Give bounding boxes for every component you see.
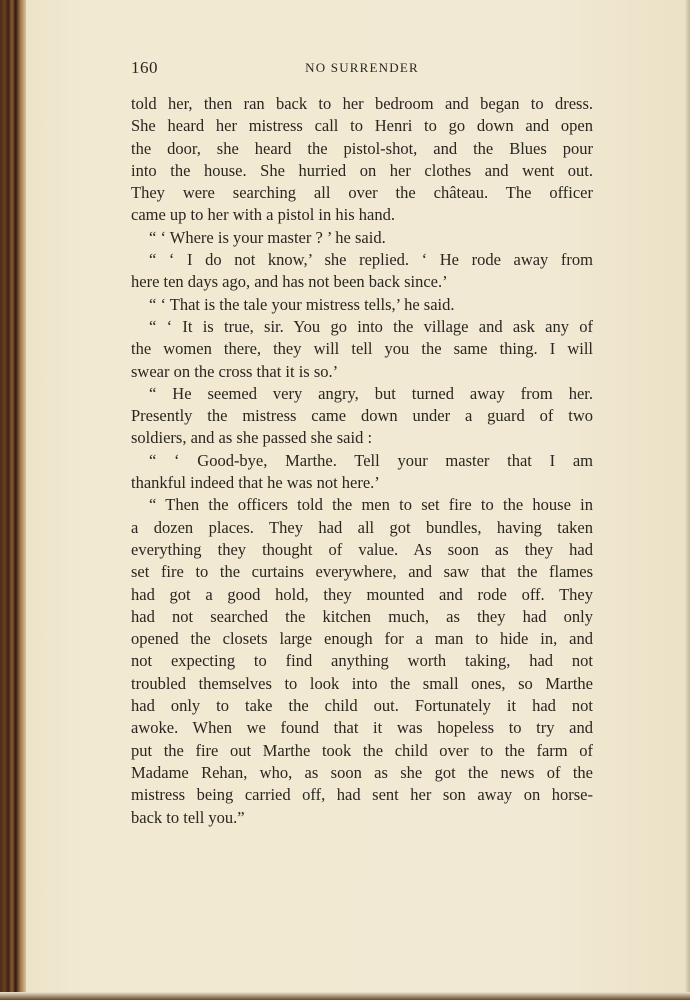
text-line: swear on the cross that it is so.’ [131, 361, 339, 381]
running-head: NO SURRENDER [305, 60, 419, 75]
text-line: mistress being carried off, had sent her son away on horse- [131, 785, 593, 805]
text-line: “ ‘ That is the tale your mistress tells,’ he said. [149, 294, 455, 314]
text-line: Madame Rehan, who, as soon as she got the news of the [131, 762, 593, 782]
text-line: soldiers, and as she passed she said : [131, 428, 373, 448]
text-line: She heard her mistress call to Henri to go down and open [131, 116, 593, 136]
text-line: “ ‘ It is true, sir. You go into the village and ask any of [149, 316, 593, 336]
text-line: Presently the mistress came down under a guard of two [131, 406, 593, 426]
text-line: into the house. She hurried on her clothes and went out. [131, 160, 593, 180]
text-line: the women there, they will tell you the same thing. I will [131, 339, 593, 359]
text-line: a dozen places. They had all got bundles, having taken [131, 517, 593, 537]
text-line: opened the closets large enough for a man to hide in, and [131, 629, 593, 649]
text-line: everything they thought of value. As soon as they had [131, 539, 593, 559]
text-line: the door, she heard the pistol-shot, and the Blues pour [131, 138, 593, 158]
text-line: came up to her with a pistol in his hand. [131, 205, 395, 225]
text-line: thankful indeed that he was not here.’ [131, 473, 380, 493]
text-line: had not searched the kitchen much, as they had only [131, 606, 593, 626]
body-text [131, 93, 593, 829]
text-line: They were searching all over the château. The officer [131, 183, 593, 203]
page-bottom-edge [0, 992, 690, 1000]
text-line: had got a good hold, they mounted and rode off. They [131, 584, 593, 604]
text-line: “ He seemed very angry, but turned away from her. [149, 383, 593, 403]
page-edge [684, 0, 690, 1000]
text-line: “ Then the officers told the men to set fire to the house in [149, 495, 593, 515]
text-line: troubled themselves to look into the small ones, so Marthe [131, 673, 593, 693]
text-line: set fire to the curtains everywhere, and saw that the flames [131, 562, 593, 582]
text-line: “ ‘ Good-bye, Marthe. Tell your master that I am [149, 450, 593, 470]
text-line: here ten days ago, and has not been back since.’ [131, 272, 448, 292]
text-line: told her, then ran back to her bedroom and began to dress. [131, 94, 593, 113]
page-number: 160 [131, 58, 158, 77]
text-line: back to tell you.” [131, 807, 245, 827]
book-spine [0, 0, 26, 1000]
text-line: not expecting to find anything worth taking, had not [131, 651, 593, 671]
text-line: “ ‘ I do not know,’ she replied. ‘ He rode away from [149, 250, 593, 270]
page-header [131, 58, 593, 80]
text-line: put the fire out Marthe took the child over to the farm of [131, 740, 593, 760]
text-line: awoke. When we found that it was hopeless to try and [131, 718, 593, 738]
text-line: had only to take the child out. Fortunately it had not [131, 696, 593, 716]
text-line: “ ‘ Where is your master ? ’ he said. [149, 227, 386, 247]
